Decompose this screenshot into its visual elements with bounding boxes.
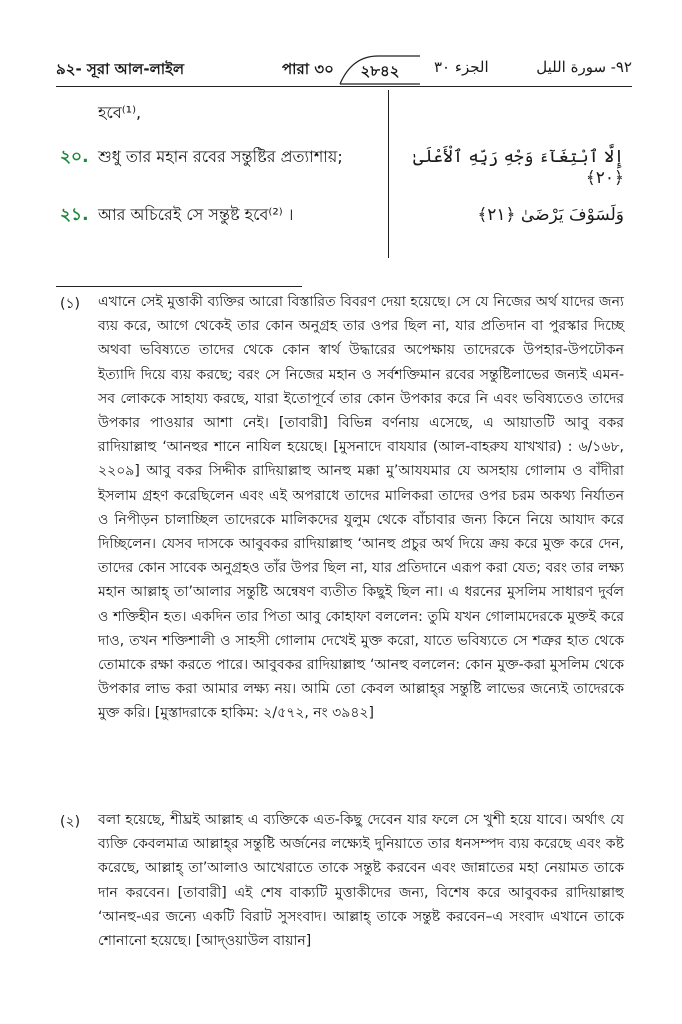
page-header bbox=[56, 52, 632, 84]
surah-title-bengali: ৯২- সূরা আল-লাইল bbox=[56, 60, 185, 78]
page-number-text: ২৮৪২ bbox=[360, 62, 400, 80]
footnote-2-text: বলা হয়েছে, শীঘ্রই আল্লাহ এ ব্যক্তিকে এত-কিছু দেবেন যার ফলে সে খুশী হয়ে যাবে। অর্থাৎ যে ব্যক্তি কেবলমাত্র আল্লাহ্‌র সন্তুষ্টি অর্জনের লক্ষ্যেই দুনিয়াতে তার ধনসম্পদ ব্যয় করেছে এবং কষ্ট করেছে, আল্লাহ্‌ তা’আলাও আখেরাতে তাকে সন্তুষ্ট করবেন এবং জান্নাতের মহা নেয়ামত তাকে দান করবেন। [তাবারী] এই শেষ বাক্যটি মুত্তাকীদের জন্য, বিশেষ করে আবুবকর রাদিয়াল্লাহু ‘আনহু-এর জন্যে একটি বিরাট সুসংবাদ। আল্লাহ্‌ তাকে সন্তুষ্ট করবেন–এ সংবাদ এখানে তাকে শোনানো হয়েছে। [আদ্‌ওয়াউল বায়ান] bbox=[98, 812, 624, 950]
footnote-1-marker: (১) bbox=[60, 296, 81, 312]
page-number bbox=[338, 58, 422, 80]
verse-21-translation: আর অচিরেই সে সন্তুষ্ট হবে⁽²⁾ । bbox=[98, 205, 294, 224]
verse-number-20: ২০. bbox=[60, 147, 89, 167]
para-label: পারা ৩০ bbox=[282, 60, 334, 78]
verse-number-21: ২১. bbox=[60, 205, 89, 225]
footnote-2-marker: (২) bbox=[60, 814, 81, 830]
juz-label-arabic: الجزء ٣٠ bbox=[434, 58, 489, 76]
verse-21-arabic: وَلَسَوْفَ يَرْضَىٰ ﴿٢١﴾ bbox=[477, 205, 624, 225]
header-rule bbox=[56, 86, 632, 87]
verse-20-translation: শুধু তার মহান রবের সন্তুষ্টির প্রত্যাশায়; bbox=[98, 147, 343, 166]
footnote-rule bbox=[56, 286, 302, 287]
column-divider bbox=[388, 90, 389, 258]
verse-continuation: হবে⁽¹⁾, bbox=[98, 103, 142, 122]
surah-title-arabic: ٩٢- سورة الليل bbox=[536, 58, 632, 76]
footnote-1-text: এখানে সেই মুত্তাকী ব্যক্তির আরো বিস্তারিত বিবরণ দেয়া হয়েছে। সে যে নিজের অর্থ যাদের জন্য ব্যয় করে, আগে থেকেই তার কোন অনুগ্রহ তার ওপর ছিল না, যার প্রতিদান বা পুরস্কার দিচ্ছে অথবা ভবিষ্যতে তাদের থেকে কোন স্বার্থ উদ্ধারের অপেক্ষায় তাদেরকে উপহার-উপঢৌকন ইত্যাদি দিয়ে ব্যয় করছে; বরং সে নিজের মহান ও সর্বশক্তিমান রবের সন্তুষ্টিলাভের জন্যই এমন-সব লোককে সাহায্য করছে, যারা ইতোপূর্বে তার কোন উপকার করে নি এবং ভবিষ্যতেও তাদের উপকার পাওয়ার আশা নেই। [তাবারী] বিভিন্ন বর্ণনায় এসেছে, এ আয়াতটি আবু বকর রাদিয়াল্লাহু ‘আনহুর শানে নাযিল হয়েছে। [মুসনাদে বাযযার (আল-বাহরুয যাখখার) : ৬/১৬৮, ২২০৯] আবু বকর সিদ্দীক রাদিয়াল্লাহু আনহু মক্কা মু’আযযমার যে অসহায় গোলাম ও বাঁদীরা ইসলাম গ্রহণ করেছিলেন এবং এই অপরাধে তাদের মালিকরা তাদের ওপর চরম অকথ্য নির্যাতন ও নিপীড়ন চালাচ্ছিল তাদেরকে মালিকদের যুলুম থেকে বাঁচাবার জন্য কিনে নিয়ে আযাদ করে দিচ্ছিলেন। যেসব দাসকে আবুবকর রাদিয়াল্লাহু ‘আনহু প্রচুর অর্থ দিয়ে ক্রয় করে মুক্ত করে দেন, তাদের কোন সাবেক অনুগ্রহও তাঁর উপর ছিল না, যার প্রতিদানে এরূপ করা যেত; বরং তার লক্ষ্য মহান আল্লাহ্‌ তা’আলার সন্তুষ্টি অন্বেষণ ব্যতীত কিছুই ছিল না। এ ধরনের মুসলিম সাধারণ দুর্বল ও শক্তিহীন হত। একদিন তার পিতা আবু কোহাফা বললেন: তুমি যখন গোলামদেরকে মুক্তই করে দাও, তখন শক্তিশালী ও সাহসী গোলাম দেখেই মুক্ত করো, যাতে ভবিষ্যতে সে শত্রুর হাত থেকে তোমাকে রক্ষা করতে পারে। আবুবকর রাদিয়াল্লাহু ‘আনহু বললেন: কোন মুক্ত-করা মুসলিম থেকে উপকার লাভ করা আমার লক্ষ্য নয়। আমি তো কেবল আল্লাহ্‌র সন্তুষ্টি লাভের জন্যেই তাদেরকে মুক্ত করি। [মুস্তাদরাকে হাকিম: ২/৫৭২, নং ৩৯৪২] bbox=[98, 294, 624, 722]
verse-20-arabic: إِلَّا ٱبْتِغَآءَ وَجْهِ رَبِّهِ ٱلْأَعْلَىٰ ﴿٢٠﴾ bbox=[413, 147, 624, 188]
